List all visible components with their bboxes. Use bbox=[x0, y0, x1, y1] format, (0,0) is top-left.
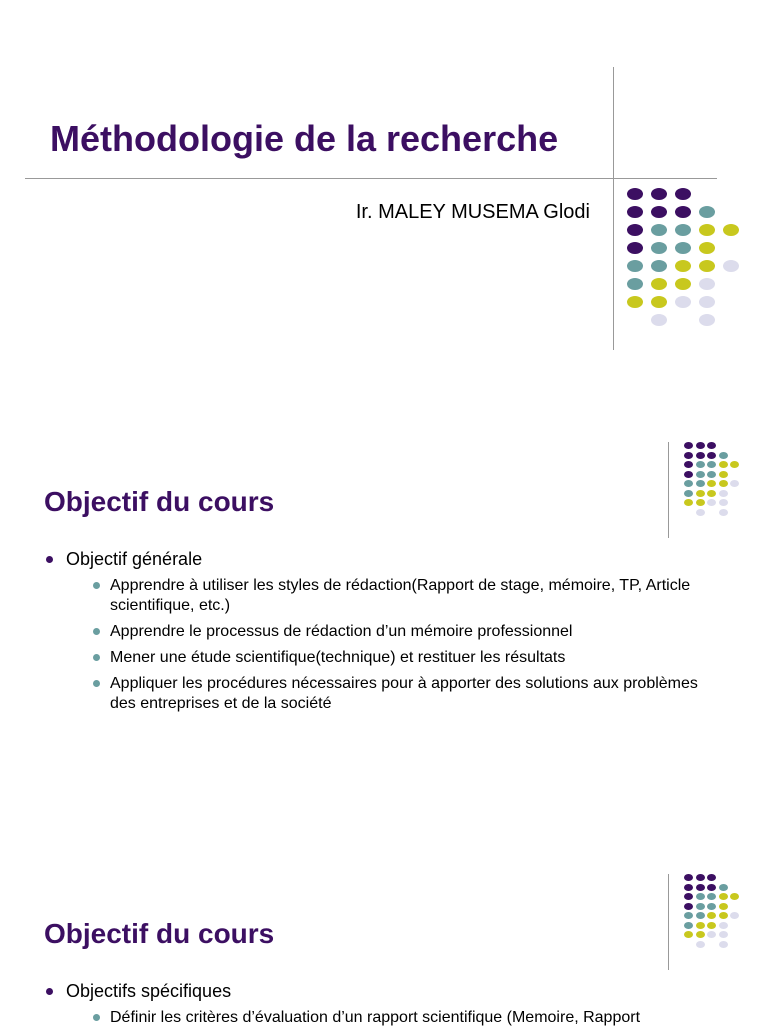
sub-bullet-list bbox=[88, 576, 728, 714]
decorative-dot bbox=[719, 480, 728, 487]
decorative-dot bbox=[707, 461, 716, 468]
list-item bbox=[44, 980, 728, 1028]
author-name: Ir. MALEY MUSEMA Glodi bbox=[355, 201, 590, 223]
decorative-dot bbox=[696, 912, 705, 919]
bullet-list bbox=[44, 980, 728, 1034]
objectives-general-slide bbox=[0, 430, 768, 830]
decorative-dot bbox=[696, 452, 705, 459]
decorative-dot bbox=[707, 893, 716, 900]
decorative-dot bbox=[684, 922, 693, 929]
decorative-dot bbox=[707, 442, 716, 449]
list-item: Mener une étude scientifique(technique) et restituer les résultats bbox=[88, 648, 728, 668]
decorative-dot bbox=[719, 490, 728, 497]
decorative-dot bbox=[684, 884, 693, 891]
decorative-dot bbox=[730, 461, 739, 468]
decorative-dot bbox=[707, 490, 716, 497]
decorative-dot bbox=[675, 260, 691, 272]
decorative-dot bbox=[707, 471, 716, 478]
list-item bbox=[44, 548, 728, 714]
decorative-dot bbox=[675, 278, 691, 290]
slide-divider-vertical bbox=[668, 874, 669, 970]
decorative-dot bbox=[684, 499, 693, 506]
slide-divider-vertical bbox=[668, 442, 669, 538]
decorative-dot bbox=[723, 260, 739, 272]
sub-bullet-list bbox=[88, 1008, 728, 1028]
decorative-dot bbox=[699, 296, 715, 308]
decorative-dot bbox=[699, 260, 715, 272]
decorative-dot bbox=[675, 242, 691, 254]
list-item: Définir les critères d’évaluation d’un rapport scientifique (Memoire, Rapport bbox=[88, 1008, 728, 1028]
decorative-dot bbox=[675, 224, 691, 236]
decorative-dot bbox=[627, 296, 643, 308]
decorative-dot bbox=[696, 480, 705, 487]
decorative-dot bbox=[707, 922, 716, 929]
bullet-list bbox=[44, 548, 728, 720]
list-item: Apprendre le processus de rédaction d’un mémoire professionnel bbox=[88, 622, 728, 642]
decorative-dot bbox=[675, 206, 691, 218]
decorative-dot bbox=[707, 912, 716, 919]
decorative-dot bbox=[696, 893, 705, 900]
dot-pattern-decoration bbox=[684, 442, 754, 526]
decorative-dot bbox=[684, 471, 693, 478]
decorative-dot bbox=[651, 260, 667, 272]
decorative-dot bbox=[707, 480, 716, 487]
decorative-dot bbox=[651, 242, 667, 254]
decorative-dot bbox=[651, 188, 667, 200]
decorative-dot bbox=[699, 206, 715, 218]
decorative-dot bbox=[719, 941, 728, 948]
decorative-dot bbox=[707, 874, 716, 881]
decorative-dot bbox=[627, 224, 643, 236]
slide-heading: Objectif du cours bbox=[44, 486, 275, 517]
decorative-dot bbox=[684, 452, 693, 459]
decorative-dot bbox=[719, 893, 728, 900]
decorative-dot bbox=[684, 903, 693, 910]
decorative-dot bbox=[696, 874, 705, 881]
decorative-dot bbox=[684, 893, 693, 900]
decorative-dot bbox=[684, 912, 693, 919]
decorative-dot bbox=[707, 452, 716, 459]
decorative-dot bbox=[719, 452, 728, 459]
dot-pattern-decoration bbox=[627, 188, 747, 328]
decorative-dot bbox=[684, 442, 693, 449]
decorative-dot bbox=[699, 224, 715, 236]
decorative-dot bbox=[696, 941, 705, 948]
decorative-dot bbox=[696, 490, 705, 497]
decorative-dot bbox=[696, 461, 705, 468]
decorative-dot bbox=[651, 278, 667, 290]
decorative-dot bbox=[723, 224, 739, 236]
decorative-dot bbox=[684, 480, 693, 487]
presentation-title: Méthodologie de la recherche bbox=[50, 118, 559, 159]
decorative-dot bbox=[719, 509, 728, 516]
decorative-dot bbox=[627, 188, 643, 200]
decorative-dot bbox=[719, 471, 728, 478]
slide-heading: Objectif du cours bbox=[44, 918, 275, 949]
decorative-dot bbox=[627, 260, 643, 272]
decorative-dot bbox=[627, 242, 643, 254]
decorative-dot bbox=[707, 931, 716, 938]
decorative-dot bbox=[627, 278, 643, 290]
decorative-dot bbox=[719, 461, 728, 468]
title-divider-vertical bbox=[613, 67, 614, 350]
bullet-text: Objectif générale bbox=[66, 549, 203, 569]
bullet-text: Objectifs spécifiques bbox=[66, 981, 232, 1001]
title-slide bbox=[0, 0, 768, 400]
decorative-dot bbox=[696, 884, 705, 891]
decorative-dot bbox=[699, 242, 715, 254]
decorative-dot bbox=[696, 509, 705, 516]
decorative-dot bbox=[696, 903, 705, 910]
decorative-dot bbox=[730, 893, 739, 900]
dot-pattern-decoration bbox=[684, 874, 754, 958]
decorative-dot bbox=[651, 296, 667, 308]
decorative-dot bbox=[707, 903, 716, 910]
decorative-dot bbox=[696, 931, 705, 938]
decorative-dot bbox=[730, 480, 739, 487]
decorative-dot bbox=[719, 884, 728, 891]
decorative-dot bbox=[627, 206, 643, 218]
decorative-dot bbox=[684, 931, 693, 938]
decorative-dot bbox=[684, 874, 693, 881]
decorative-dot bbox=[707, 884, 716, 891]
objectives-specific-slide bbox=[0, 862, 768, 1024]
decorative-dot bbox=[696, 442, 705, 449]
decorative-dot bbox=[684, 490, 693, 497]
decorative-dot bbox=[696, 471, 705, 478]
list-item: Apprendre à utiliser les styles de rédaction(Rapport de stage, mémoire, TP, Article scientifique, etc.) bbox=[88, 576, 728, 616]
decorative-dot bbox=[675, 296, 691, 308]
decorative-dot bbox=[699, 278, 715, 290]
decorative-dot bbox=[730, 912, 739, 919]
decorative-dot bbox=[719, 903, 728, 910]
decorative-dot bbox=[707, 499, 716, 506]
decorative-dot bbox=[684, 461, 693, 468]
decorative-dot bbox=[675, 188, 691, 200]
decorative-dot bbox=[696, 922, 705, 929]
decorative-dot bbox=[696, 499, 705, 506]
decorative-dot bbox=[651, 206, 667, 218]
decorative-dot bbox=[719, 931, 728, 938]
decorative-dot bbox=[651, 314, 667, 326]
decorative-dot bbox=[719, 499, 728, 506]
list-item: Appliquer les procédures nécessaires pour à apporter des solutions aux problèmes des entreprises et de la société bbox=[88, 674, 728, 714]
decorative-dot bbox=[699, 314, 715, 326]
decorative-dot bbox=[719, 922, 728, 929]
decorative-dot bbox=[651, 224, 667, 236]
decorative-dot bbox=[719, 912, 728, 919]
